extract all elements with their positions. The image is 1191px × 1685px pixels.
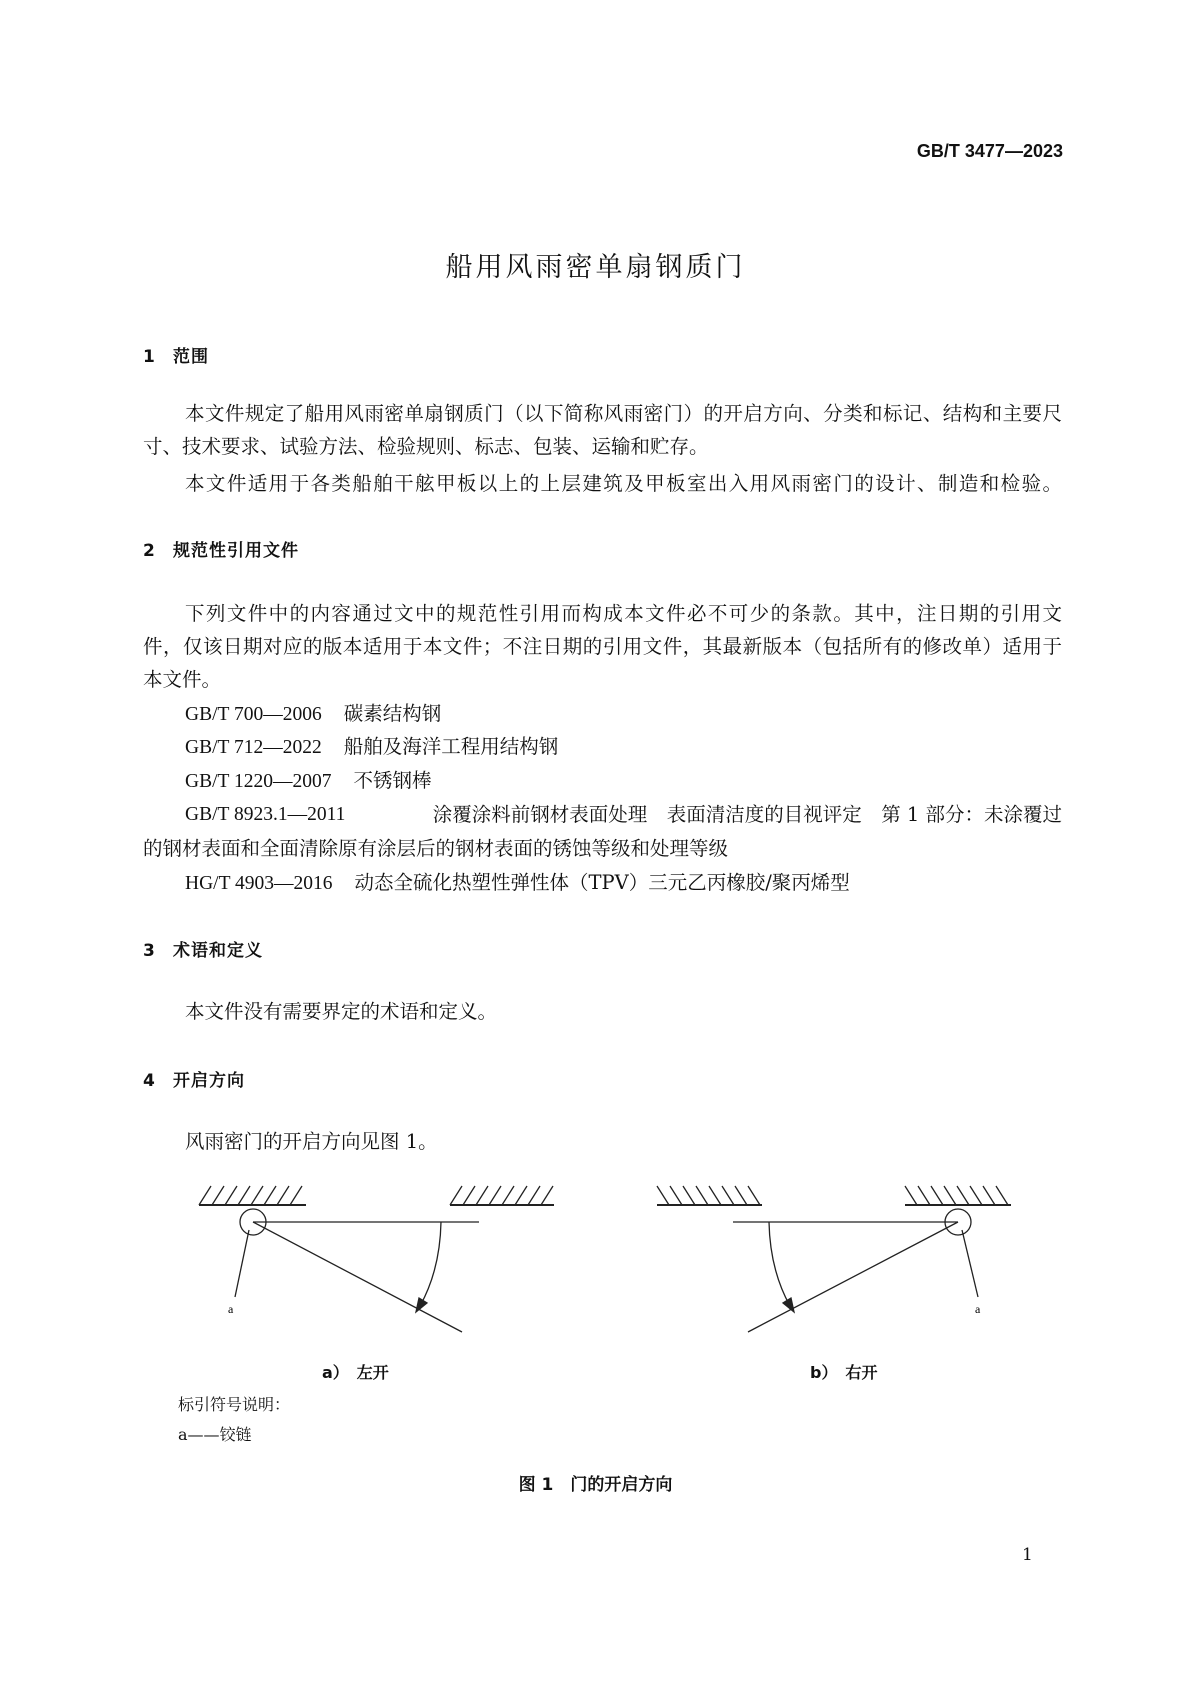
hatch-stroke	[502, 1186, 514, 1205]
paragraph-line: 本文件没有需要界定的术语和定义。	[185, 1000, 498, 1023]
document-id: GB/T 3477—2023	[916, 141, 1063, 161]
section-title: 开启方向	[173, 1071, 245, 1091]
paragraph-line: 件，仅该日期对应的版本适用于本文件；不注日期的引用文件，其最新版本（包括所有的修改单）适用于	[143, 635, 1062, 658]
wall-hatch-right-a	[450, 1186, 554, 1205]
hatch-stroke	[541, 1186, 553, 1205]
hatch-stroke	[515, 1186, 527, 1205]
paragraph-line: 本文件适用于各类船舶干舷甲板以上的上层建筑及甲板室出入用风雨密门的设计、制造和检验。	[185, 472, 1062, 495]
swing-arc-arrow	[769, 1222, 790, 1306]
hinge-leader-line	[235, 1230, 249, 1297]
hatch-stroke	[735, 1186, 747, 1205]
reference-code: GB/T 8923.1—2011	[185, 804, 346, 825]
swing-arc-arrow	[420, 1222, 441, 1306]
hatch-stroke	[983, 1186, 995, 1205]
hatch-stroke	[696, 1186, 708, 1205]
hatch-stroke	[251, 1186, 263, 1205]
section-number: 4	[143, 1071, 156, 1091]
hatch-stroke	[199, 1186, 211, 1205]
door-open-line	[748, 1222, 958, 1332]
arrow-head	[416, 1298, 427, 1312]
section-number: 3	[143, 941, 156, 961]
hatch-stroke	[918, 1186, 930, 1205]
reference-code: HG/T 4903—2016	[185, 873, 333, 894]
hatch-stroke	[264, 1186, 276, 1205]
hinge-label: a	[228, 1302, 234, 1316]
section-title: 规范性引用文件	[173, 541, 299, 561]
reference-title: 碳素结构钢	[343, 702, 442, 725]
hatch-stroke	[225, 1186, 237, 1205]
reference-title: 涂覆涂料前钢材表面处理 表面清洁度的目视评定 第 1 部分：未涂覆过	[432, 803, 1062, 826]
hatch-stroke	[748, 1186, 760, 1205]
section-title: 术语和定义	[173, 941, 263, 961]
section-title: 范围	[173, 347, 209, 367]
hatch-stroke	[944, 1186, 956, 1205]
door-open-line	[253, 1222, 462, 1332]
hatch-stroke	[463, 1186, 475, 1205]
hinge-leader-line	[962, 1230, 978, 1297]
hatch-stroke	[212, 1186, 224, 1205]
paragraph-line: 下列文件中的内容通过文中的规范性引用而构成本文件必不可少的条款。其中，注日期的引用文	[185, 602, 1062, 625]
paragraph-line: 本文件。	[143, 668, 222, 691]
reference-title: 不锈钢棒	[353, 769, 432, 792]
reference-continuation: 的钢材表面和全面清除原有涂层后的钢材表面的锈蚀等级和处理等级	[143, 837, 729, 860]
hatch-stroke	[238, 1186, 250, 1205]
section-number: 1	[143, 347, 156, 367]
hatch-stroke	[683, 1186, 695, 1205]
hatch-stroke	[450, 1186, 462, 1205]
section-number: 2	[143, 541, 156, 561]
reference-code: GB/T 1220—2007	[185, 771, 332, 792]
wall-hatch-right-b	[905, 1186, 1011, 1205]
hatch-stroke	[931, 1186, 943, 1205]
hatch-stroke	[657, 1186, 669, 1205]
wall-hatch-left-a	[199, 1186, 306, 1205]
hatch-stroke	[476, 1186, 488, 1205]
hatch-stroke	[996, 1186, 1008, 1205]
subfigure-a-caption: a） 左开	[322, 1363, 389, 1382]
figure-caption: 图 1 门的开启方向	[518, 1475, 673, 1495]
reference-code: GB/T 700—2006	[185, 704, 322, 725]
legend-item: a——铰链	[178, 1425, 252, 1444]
paragraph-line: 寸、技术要求、试验方法、检验规则、标志、包装、运输和贮存。	[143, 435, 709, 458]
hatch-stroke	[970, 1186, 982, 1205]
legend-title: 标引符号说明：	[178, 1395, 291, 1414]
hatch-stroke	[489, 1186, 501, 1205]
reference-title: 动态全硫化热塑性弹性体（TPV）三元乙丙橡胶/聚丙烯型	[354, 871, 850, 894]
page-number: 1	[1022, 1545, 1033, 1565]
document-title: 船用风雨密单扇钢质门	[445, 252, 746, 283]
paragraph-line: 本文件规定了船用风雨密单扇钢质门（以下简称风雨密门）的开启方向、分类和标记、结构和主要尺	[185, 402, 1062, 425]
reference-title: 船舶及海洋工程用结构钢	[343, 735, 559, 758]
wall-hatch-left-b	[657, 1186, 762, 1205]
hatch-stroke	[709, 1186, 721, 1205]
paragraph-line: 风雨密门的开启方向见图 1。	[185, 1130, 438, 1153]
hatch-stroke	[277, 1186, 289, 1205]
hatch-stroke	[957, 1186, 969, 1205]
reference-code: GB/T 712—2022	[185, 737, 322, 758]
subfigure-b-caption: b） 右开	[810, 1363, 878, 1382]
hatch-stroke	[722, 1186, 734, 1205]
hatch-stroke	[670, 1186, 682, 1205]
hatch-stroke	[905, 1186, 917, 1205]
hatch-stroke	[290, 1186, 302, 1205]
arrow-head	[783, 1298, 794, 1312]
hatch-stroke	[528, 1186, 540, 1205]
hinge-label: a	[975, 1302, 981, 1316]
